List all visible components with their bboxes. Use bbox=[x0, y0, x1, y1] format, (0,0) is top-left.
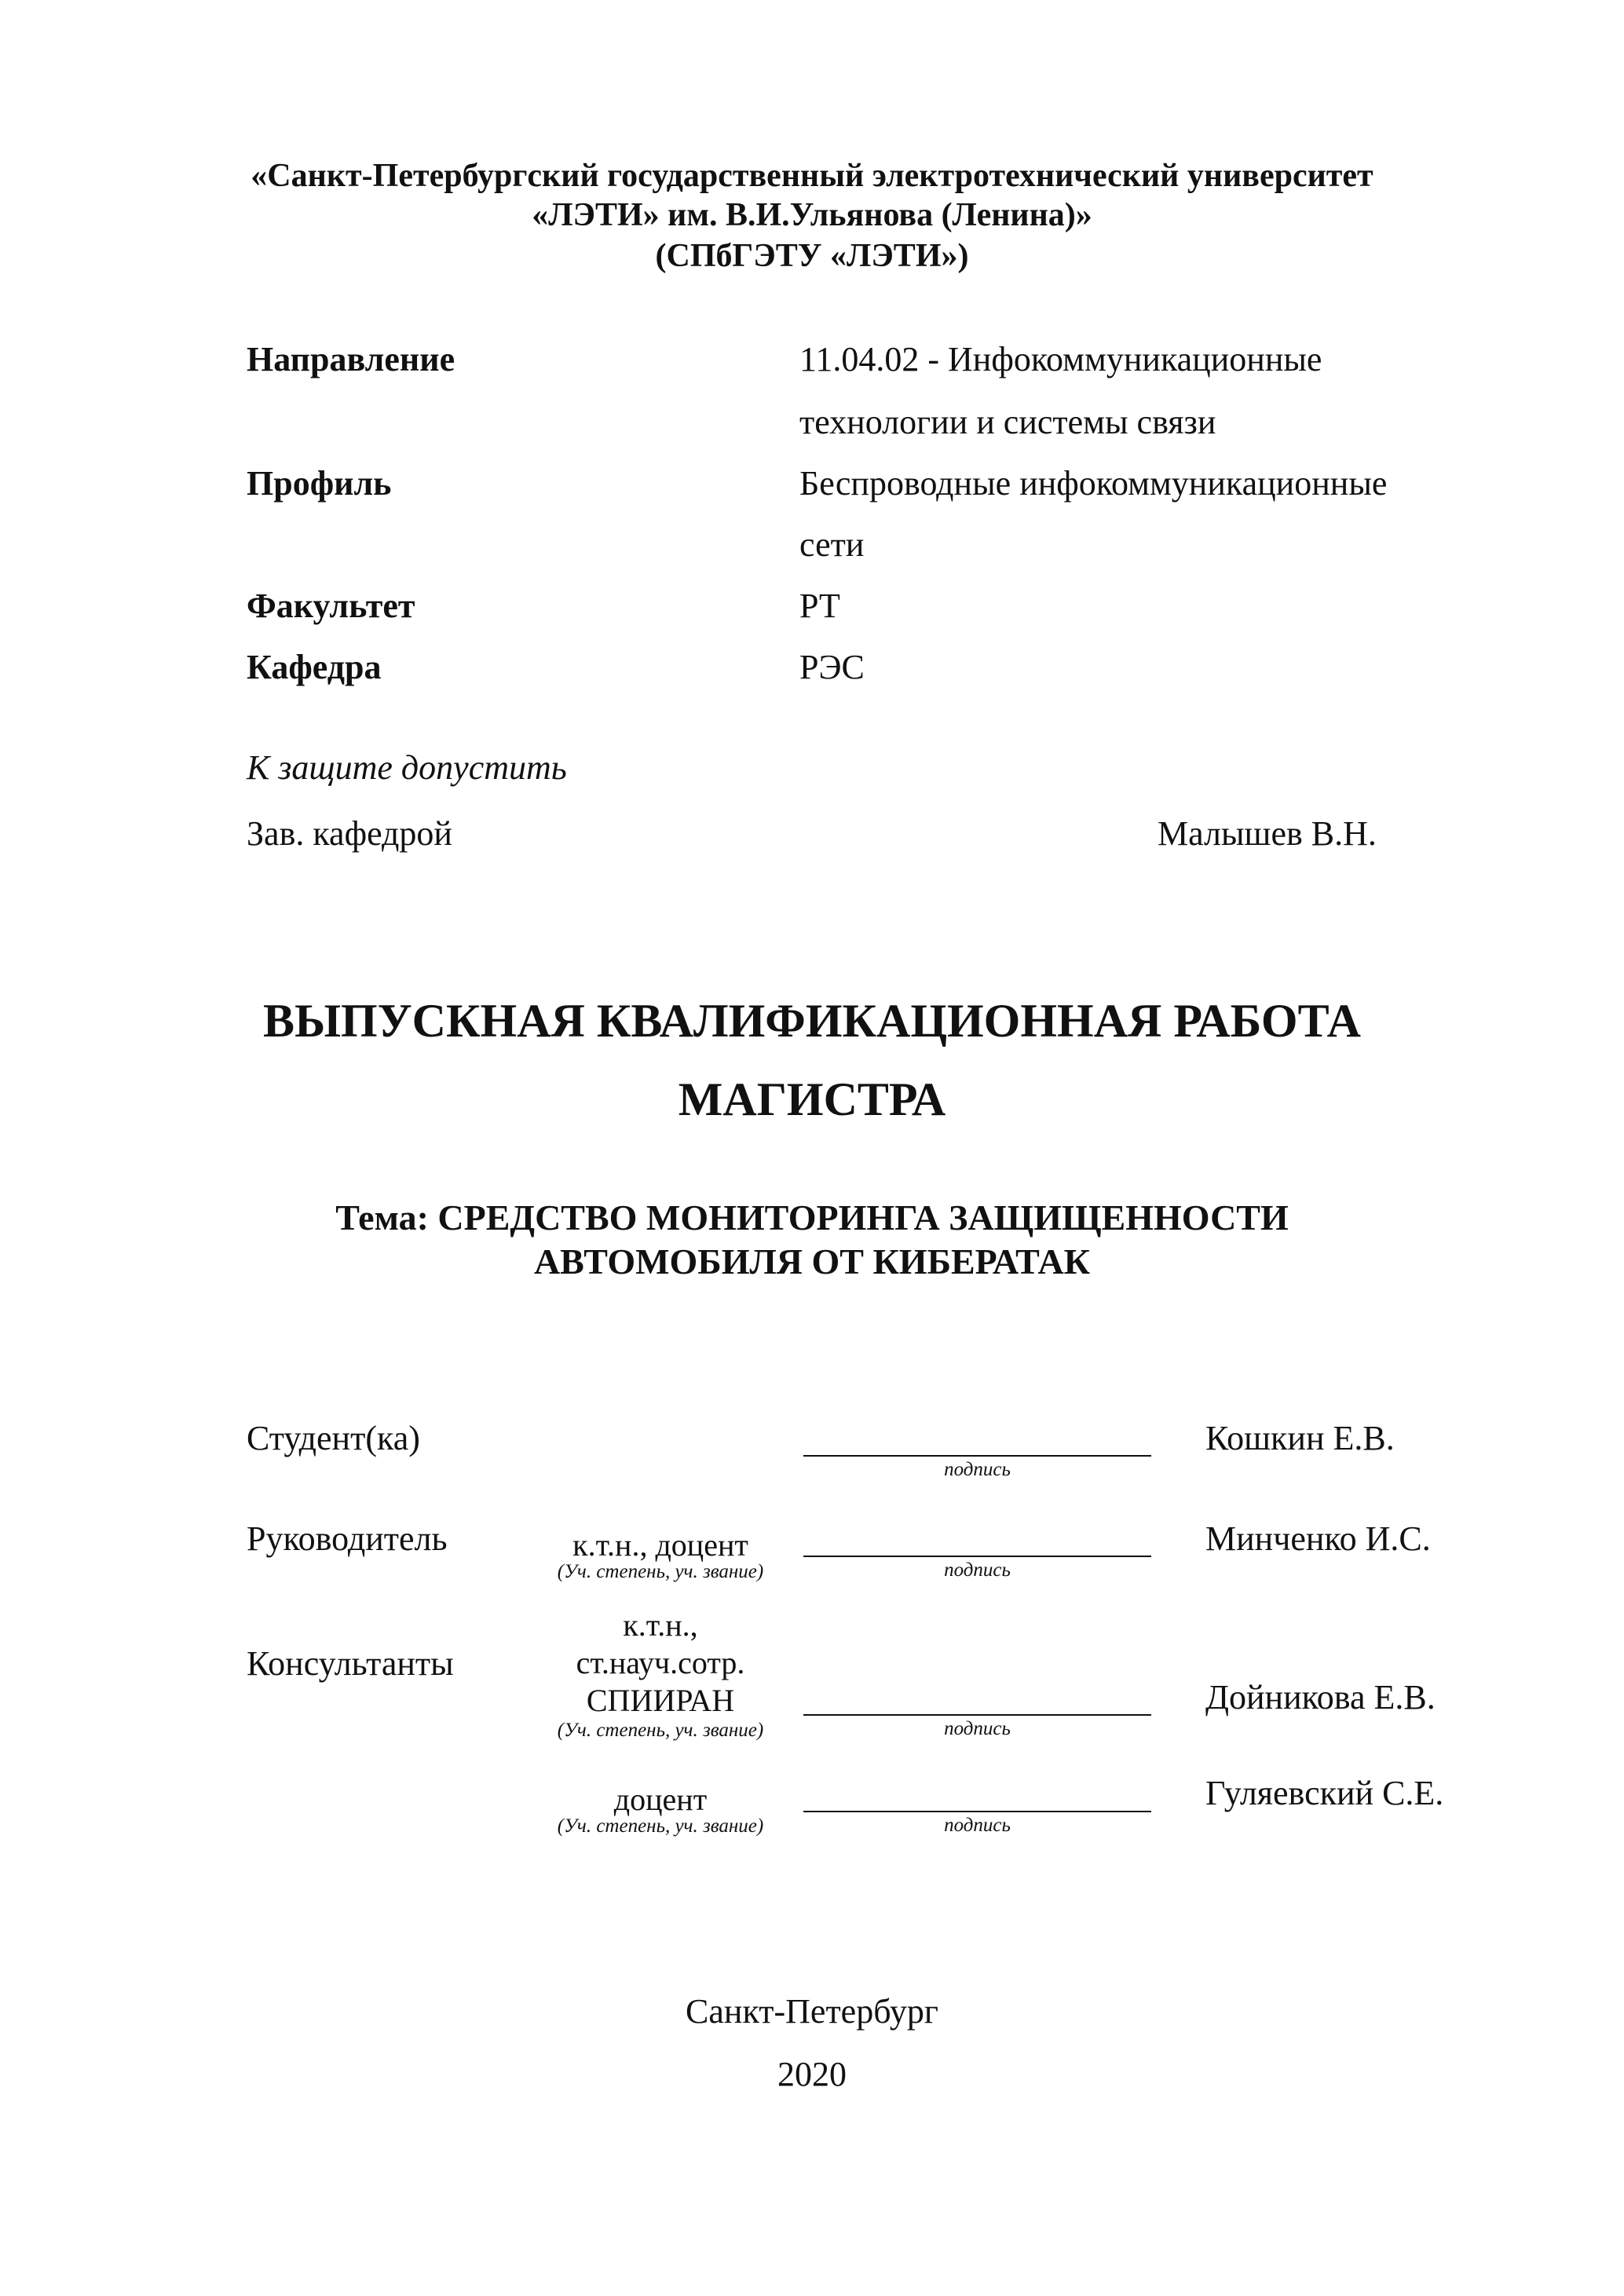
supervisor-label: Руководитель bbox=[247, 1519, 448, 1558]
consultant1-rank-line1: к.т.н., bbox=[623, 1607, 698, 1643]
university-name-line2: «ЛЭТИ» им. В.И.Ульянова (Ленина)» bbox=[532, 197, 1092, 233]
student-signature-line bbox=[803, 1455, 1151, 1457]
faculty-label: Факультет bbox=[247, 587, 415, 625]
consultants-label: Консультанты bbox=[247, 1644, 454, 1683]
faculty-value: РТ bbox=[799, 587, 840, 625]
consultant2-rank: доцент bbox=[613, 1782, 708, 1817]
supervisor-signature-line bbox=[803, 1556, 1151, 1557]
consultant2-signature-caption: подпись bbox=[944, 1815, 1011, 1836]
consultant2-rank-caption: (Уч. степень, уч. звание) bbox=[557, 1815, 764, 1837]
student-label: Студент(ка) bbox=[247, 1419, 420, 1457]
supervisor-rank-caption: (Уч. степень, уч. звание) bbox=[557, 1561, 764, 1582]
profile-label: Профиль bbox=[247, 464, 392, 503]
thesis-topic-line2: АВТОМОБИЛЯ ОТ КИБЕРАТАК bbox=[533, 1241, 1091, 1281]
department-head-name: Малышев В.Н. bbox=[1158, 814, 1377, 853]
direction-value-line2: технологии и системы связи bbox=[799, 403, 1216, 441]
city: Санкт-Петербург bbox=[686, 1992, 938, 2031]
consultant1-name: Дойникова Е.В. bbox=[1205, 1678, 1436, 1717]
consultant1-signature-line bbox=[803, 1714, 1151, 1716]
department-label: Кафедра bbox=[247, 648, 382, 686]
student-signature-caption: подпись bbox=[944, 1459, 1011, 1480]
consultant1-rank-line2: ст.науч.сотр. bbox=[576, 1645, 745, 1680]
defense-approval-note: К защите допустить bbox=[247, 748, 567, 787]
university-abbreviation: (СПбГЭТУ «ЛЭТИ») bbox=[655, 238, 969, 274]
profile-value-line1: Беспроводные инфокоммуникационные bbox=[799, 464, 1388, 503]
department-value: РЭС bbox=[799, 648, 865, 686]
direction-label: Направление bbox=[247, 340, 455, 378]
thesis-topic-line1: Тема: СРЕДСТВО МОНИТОРИНГА ЗАЩИЩЕННОСТИ bbox=[335, 1197, 1289, 1238]
supervisor-name: Минченко И.С. bbox=[1205, 1519, 1431, 1558]
direction-value-line1: 11.04.02 - Инфокоммуникационные bbox=[799, 340, 1322, 378]
consultant1-signature-caption: подпись bbox=[944, 1718, 1011, 1739]
thesis-title-line2: МАГИСТРА bbox=[678, 1073, 946, 1125]
supervisor-rank: к.т.н., доцент bbox=[572, 1527, 748, 1563]
supervisor-signature-caption: подпись bbox=[944, 1559, 1011, 1581]
university-name-line1: «Санкт-Петербургский государственный электротехнический университет bbox=[251, 158, 1373, 194]
student-name: Кошкин Е.В. bbox=[1205, 1419, 1395, 1457]
profile-value-line2: сети bbox=[799, 525, 865, 564]
consultant2-signature-line bbox=[803, 1811, 1151, 1812]
consultant1-rank-line3: СПИИРАН bbox=[586, 1683, 735, 1718]
consultant1-rank-caption: (Уч. степень, уч. звание) bbox=[557, 1720, 764, 1741]
year: 2020 bbox=[777, 2055, 847, 2093]
consultant2-name: Гуляевский С.Е. bbox=[1205, 1774, 1444, 1812]
thesis-title-line1: ВЫПУСКНАЯ КВАЛИФИКАЦИОННАЯ РАБОТА bbox=[263, 995, 1361, 1047]
department-head-label: Зав. кафедрой bbox=[247, 814, 452, 853]
